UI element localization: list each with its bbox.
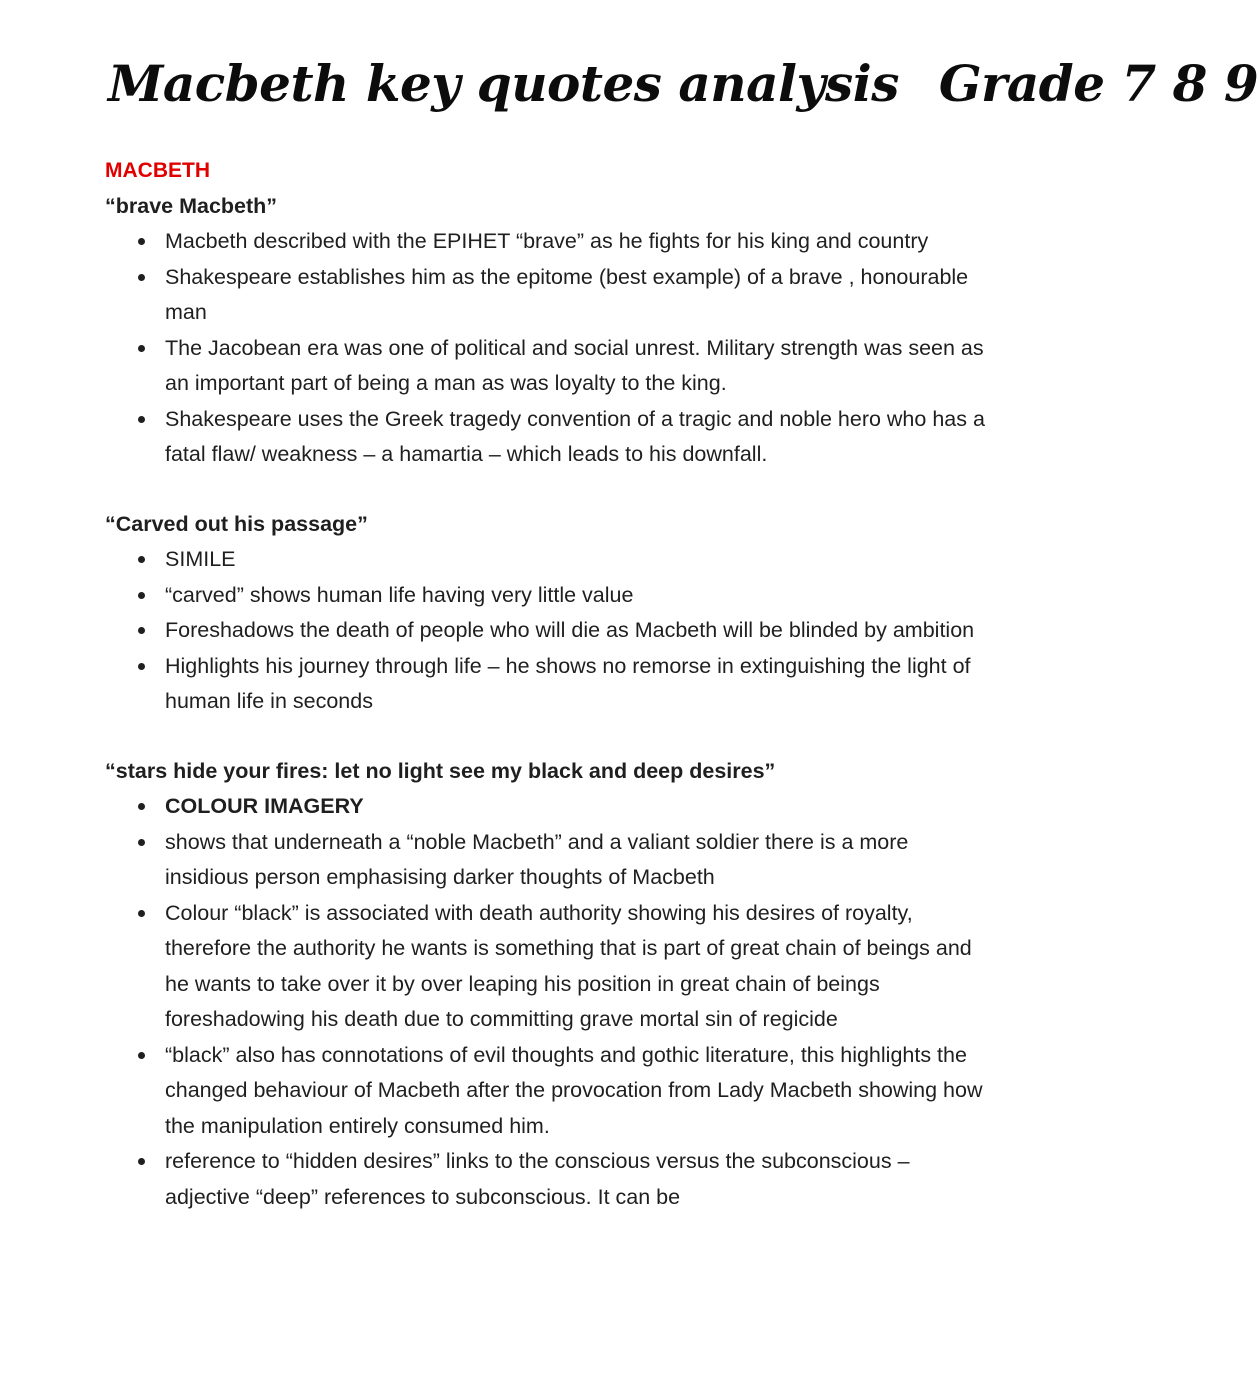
bullet-item	[165, 1144, 985, 1215]
bullet-icon	[138, 274, 145, 281]
quote-section	[105, 754, 985, 1216]
bullet-item	[165, 402, 985, 473]
bullet-text: “carved” shows human life having very little value	[165, 582, 634, 607]
bullet-item	[165, 331, 985, 402]
bullet-icon	[138, 345, 145, 352]
bullet-text: The Jacobean era was one of political and social unrest. Military strength was seen as an important part of being a man as was loyalty to the king.	[165, 335, 984, 395]
bullet-icon	[138, 663, 145, 670]
bullet-text: Foreshadows the death of people who will die as Macbeth will be blinded by ambition	[165, 618, 975, 642]
bullet-icon	[138, 592, 145, 599]
document-body	[105, 153, 985, 1215]
bullet-item	[165, 613, 985, 649]
bullet-item	[165, 789, 985, 825]
document-title	[108, 44, 1258, 124]
page-crop-mask	[0, 1318, 1080, 1399]
quote-section	[105, 507, 985, 720]
bullet-item	[165, 578, 985, 614]
bullet-item	[165, 224, 985, 260]
bullet-text: Shakespeare establishes him as the epitome (best example) of a brave , honourable man	[165, 264, 969, 324]
bullet-text: COLOUR IMAGERY	[165, 794, 364, 818]
bullet-item	[165, 896, 985, 1038]
bullet-text: Shakespeare uses the Greek tragedy convention of a tragic and noble hero who has a fatal flaw/ weakness – a hamartia – which leads to his downfall.	[165, 406, 985, 466]
quote-heading: “stars hide your fires: let no light see my black and deep desires”	[105, 758, 776, 783]
bullet-icon	[138, 627, 145, 634]
quote-heading: “Carved out his passage”	[105, 511, 368, 536]
bullet-text: SIMILE	[165, 547, 236, 571]
bullet-icon	[138, 1052, 145, 1059]
quote-section	[105, 189, 985, 473]
bullet-text: Highlights his journey through life – he shows no remorse in extinguishing the light of human life in seconds	[165, 653, 971, 713]
bullet-list	[105, 789, 985, 1215]
bullet-item	[165, 825, 985, 896]
bullet-text: reference to “hidden desires” links to the conscious versus the subconscious – adjective “deep” references to subconscious. It can be	[165, 1149, 910, 1209]
bullet-list	[105, 224, 985, 473]
bullet-item	[165, 260, 985, 331]
bullet-icon	[138, 238, 145, 245]
bullet-icon	[138, 803, 145, 810]
bullet-list	[105, 542, 985, 720]
bullet-text: shows that underneath a “noble Macbeth” and a valiant soldier there is a more insidious person emphasising darker thoughts of Macbeth	[165, 829, 909, 889]
title-text: Macbeth key quotes analysis	[108, 54, 899, 113]
bullet-icon	[138, 910, 145, 917]
grade-label: Grade 7 8 9	[938, 54, 1258, 113]
bullet-text: Macbeth described with the EPIHET “brave” as he fights for his king and country	[165, 229, 929, 253]
bullet-icon	[138, 839, 145, 846]
character-heading: MACBETH	[105, 159, 210, 182]
quote-heading: “brave Macbeth”	[105, 193, 278, 218]
bullet-text: Colour “black” is associated with death authority showing his desires of royalty, therefore the authority he wants is something that is part of great chain of beings and he wants to take over it by over leaping his position in great chain of beings foreshadowing his death due to committing grave mortal sin of regicide	[165, 900, 972, 1031]
bullet-icon	[138, 1158, 145, 1165]
bullet-icon	[138, 416, 145, 423]
bullet-item	[165, 1038, 985, 1145]
bullet-text: “black” also has connotations of evil thoughts and gothic literature, this highlights the changed behaviour of Macbeth after the provocation from Lady Macbeth showing how the manipulation entirely consumed him.	[165, 1042, 983, 1138]
bullet-icon	[138, 556, 145, 563]
bullet-item	[165, 649, 985, 720]
bullet-item	[165, 542, 985, 578]
